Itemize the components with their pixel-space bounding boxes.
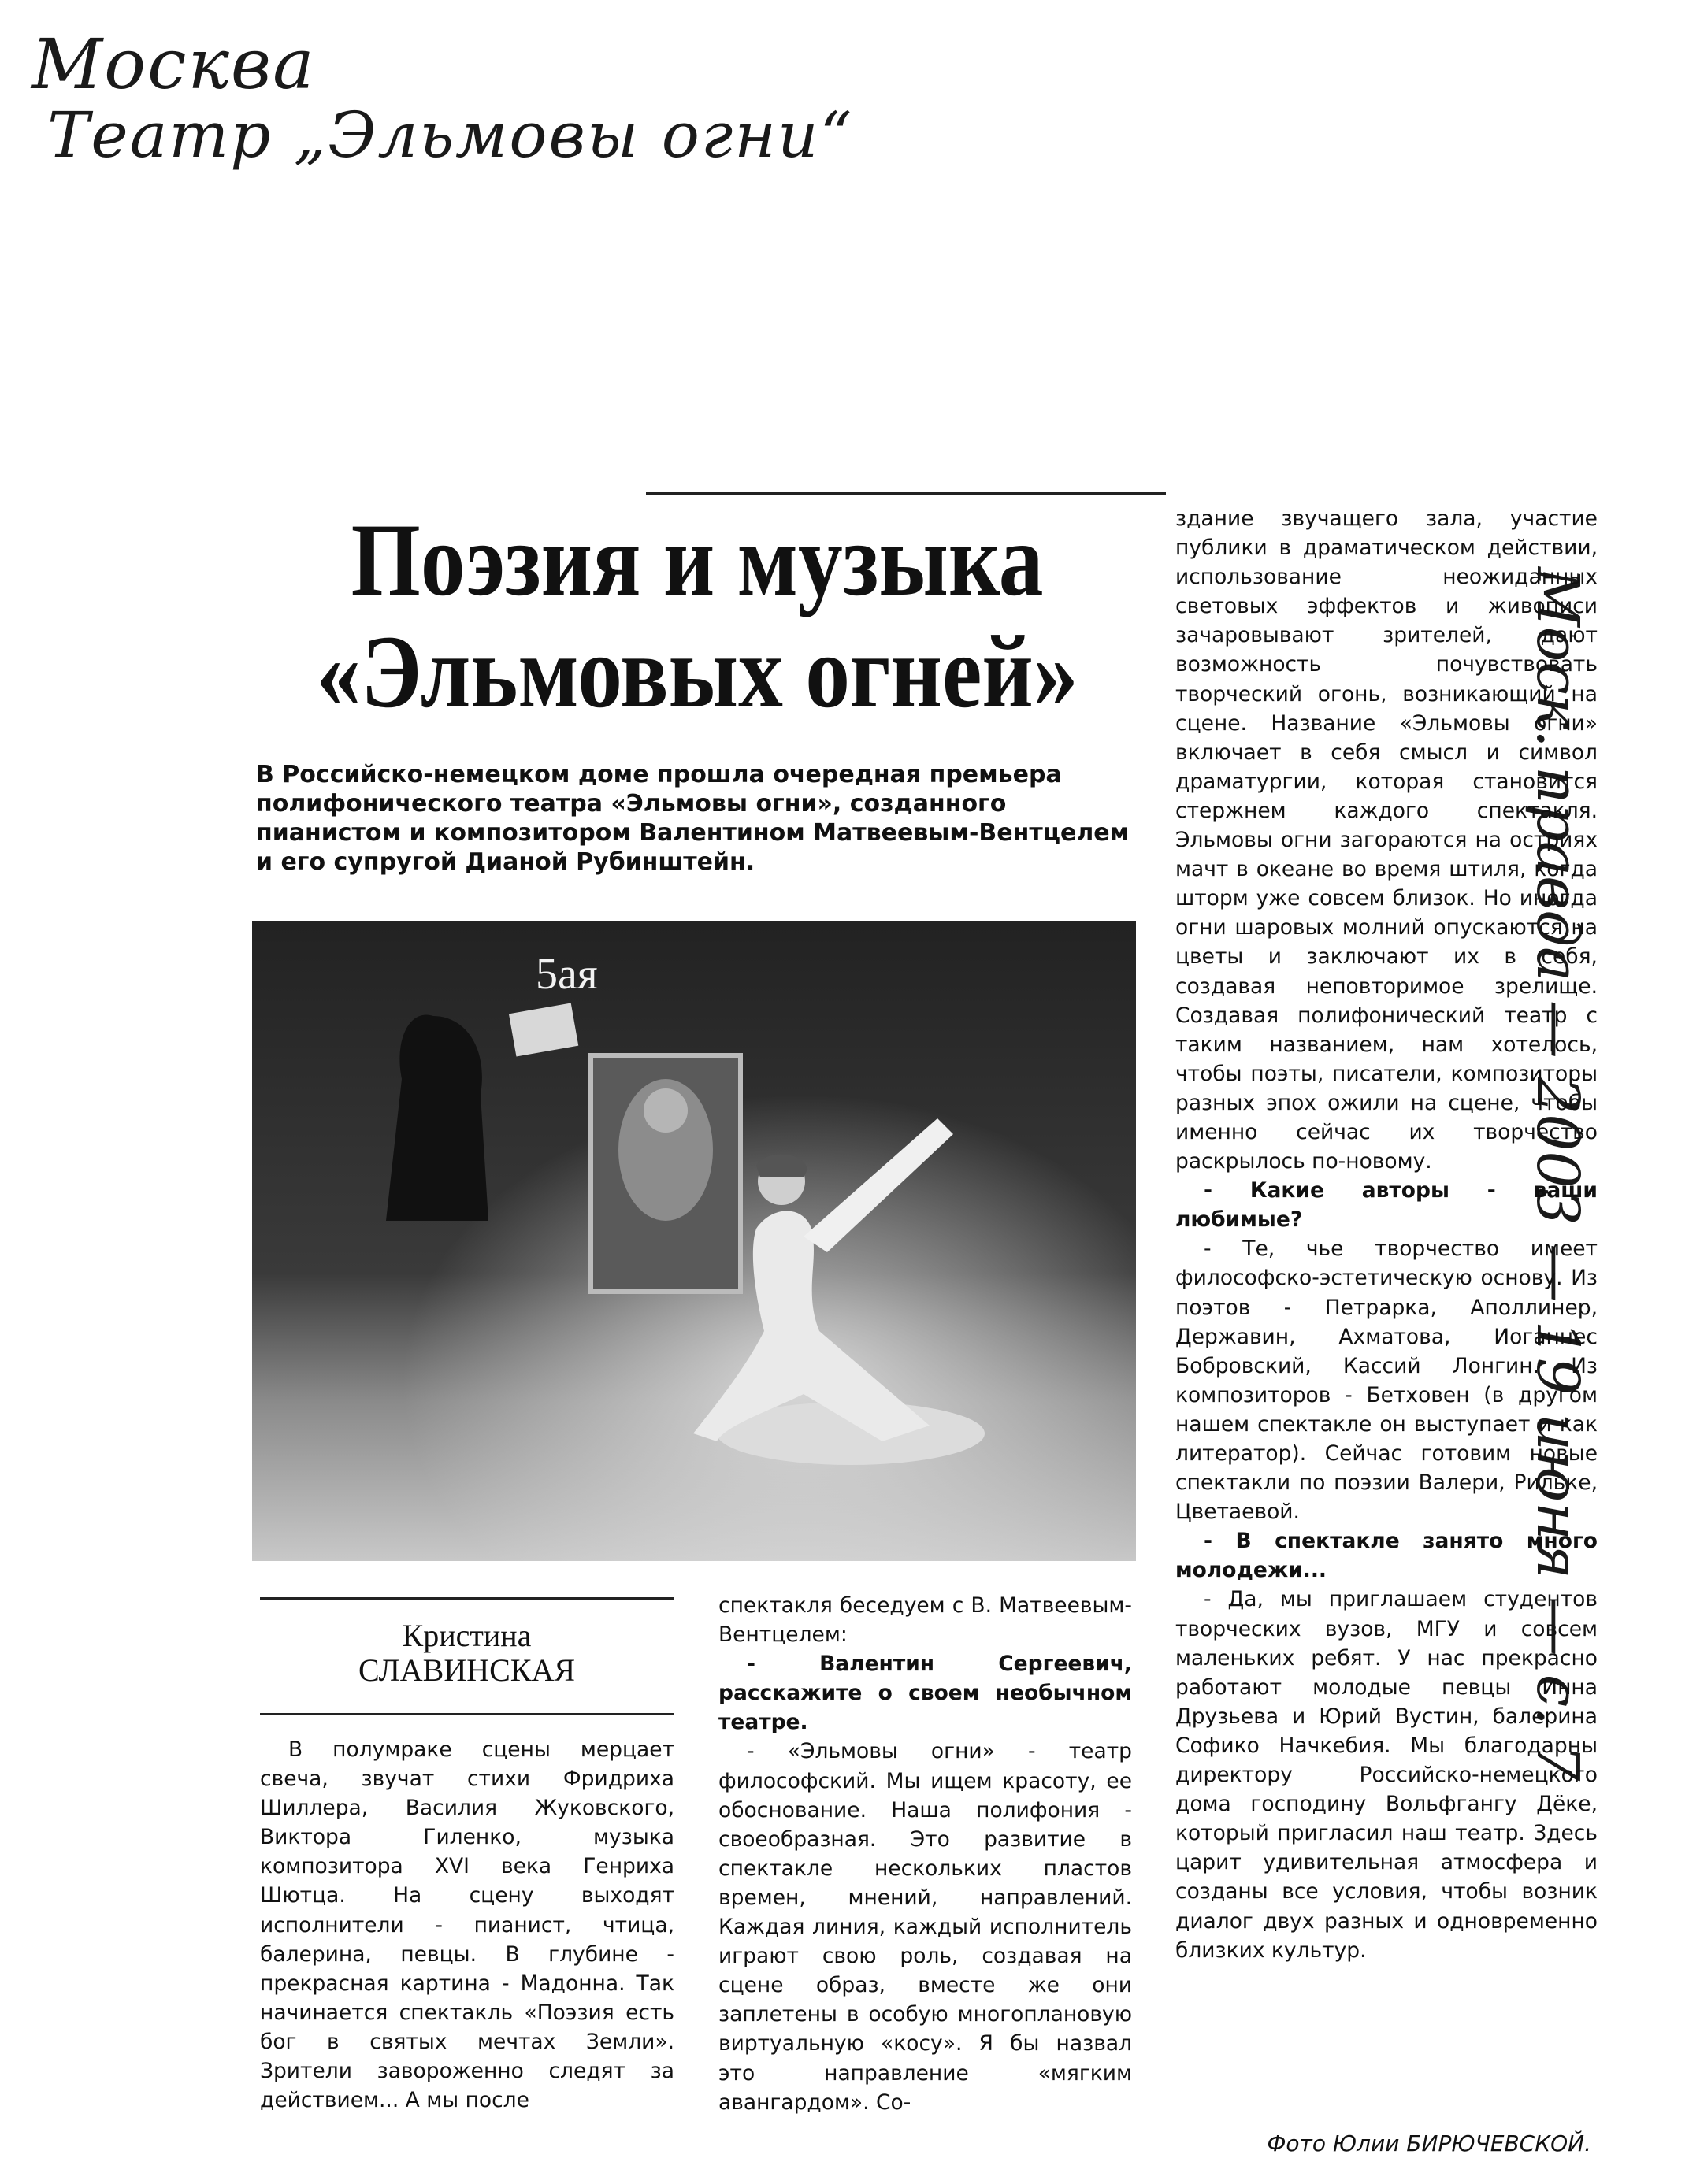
byline-rule <box>260 1597 674 1600</box>
handwritten-source-note: Моск. правда — 2003 — 19 июня — с. 7 <box>1524 567 1591 1782</box>
top-rule <box>646 492 1166 495</box>
ballerina-photo-illustration <box>252 921 1136 1561</box>
column2-paragraph-1: спектакля беседуем с В. Матвеевым-Вентцелем: <box>718 1593 1132 1648</box>
interview-question-1: - Валентин Сергеевич, расскажите о своем необычном театре. <box>718 1652 1132 1735</box>
article-column-2 <box>718 1591 1132 2117</box>
byline-bottom-rule <box>260 1713 674 1715</box>
byline <box>260 1619 674 1688</box>
headline-line-1: Поэзия и музыка <box>351 502 1044 617</box>
byline-last-name: СЛАВИНСКАЯ <box>358 1652 576 1688</box>
interview-question-3: - В спектакле занято много молодежи... <box>1175 1529 1598 1583</box>
article-column-3 <box>1175 504 1598 1965</box>
handwritten-city: Москва <box>32 24 316 105</box>
column1-paragraph: В полумраке сцены мерцает свеча, звучат стихи Фридриха Шиллера, Василия Жуковского, Виктора Гиленко, музыка композитора XVI века Генриха Шютца. На сцену выходят исполнители - пианист, чтица, балерина, певцы. В глубине - прекрасная картина - Мадонна. Так начинается спектакль «Поэзия есть бог в святых мечтах Земли». Зрители завороженно следят за действием... А мы после <box>260 1737 674 2113</box>
lead-paragraph: В Российско-немецком доме прошла очередная премьера полифонического театра «Эльмовы огни», созданного пианистом и композитором Валентином Матвеевым-Вентцелем и его супругой Дианой Рубинштейн. <box>256 761 1130 876</box>
column3-paragraph-2: - Те, чье творчество имеет философско-эстетическую основу. Из поэтов - Петрарка, Аполлинер, Державин, Ахматова, Иоганнес Бобровский, Кассий Лонгин. Из композиторов - Бетховен (в другом нашем спектакле он выступает и как литератор). Сейчас готовим новые спектакли по поэзии Валери, Рильке, Цветаевой. <box>1175 1237 1598 1525</box>
article-column-1 <box>260 1735 674 2115</box>
stage-photo <box>252 921 1136 1561</box>
headline-line-2: «Эльмовых огней» <box>316 614 1078 729</box>
interview-question-2: - Какие авторы - ваши любимые? <box>1175 1178 1598 1233</box>
handwritten-theatre-note: Театр „Эльмовы огни“ <box>47 98 854 172</box>
stage-sign-text: 5ая <box>536 950 598 999</box>
column2-paragraph-2: - «Эльмовы огни» - театр философский. Мы ищем красоту, ее обоснование. Наша полифония - своеобразная. Это развитие в спектакле нескольких пластов времен, мнений, направлений. Каждая линия, каждый исполнитель играют свою роль, создавая на сцене образ, вместе же они заплетены в особую многоплановую виртуальную «косу». Я бы назвал это направление «мягким авангардом». Со- <box>718 1739 1132 2115</box>
byline-first-name: Кристина <box>402 1618 532 1653</box>
column3-paragraph-3: - Да, мы приглашаем студентов творческих вузов, МГУ и совсем маленьких ребят. У нас прекрасно работают молодые певцы Инна Друзьева и Юрий Вустин, балерина Софико Начкебия. Мы благодарны директору Российско-немецкого дома господину Вольфгангу Дёке, который пригласил наш театр. Здесь царит удивительная атмосфера и созданы все условия, чтобы возник диалог двух разных и одновременно близких культур. <box>1175 1587 1598 1963</box>
column3-paragraph-1: здание звучащего зала, участие публики в драматическом действии, использование неожиданных световых эффектов и живописи зачаровывают зрителей, дают возможность почувствовать творческий огонь, возникающий на сцене. Название «Эльмовы огни» включает в себя смысл и символ драматургии, которая становится стержнем каждого спектакля. Эльмовы огни загораются на остриях мачт в океане во время штиля, когда шторм уже совсем близок. Но иногда огни шаровых молний опускаются на цветы и заключают их в себя, создавая неповторимое зрелище. Создавая полифонический театр с таким названием, нам хотелось, чтобы поэты, писатели, композиторы разных эпох ожили на сцене, чтобы именно сейчас их творчество раскрылось по-новому. <box>1175 506 1598 1174</box>
headline <box>308 504 1087 728</box>
photo-credit: Фото Юлии БИРЮЧЕВСКОЙ. <box>1267 2130 1591 2156</box>
